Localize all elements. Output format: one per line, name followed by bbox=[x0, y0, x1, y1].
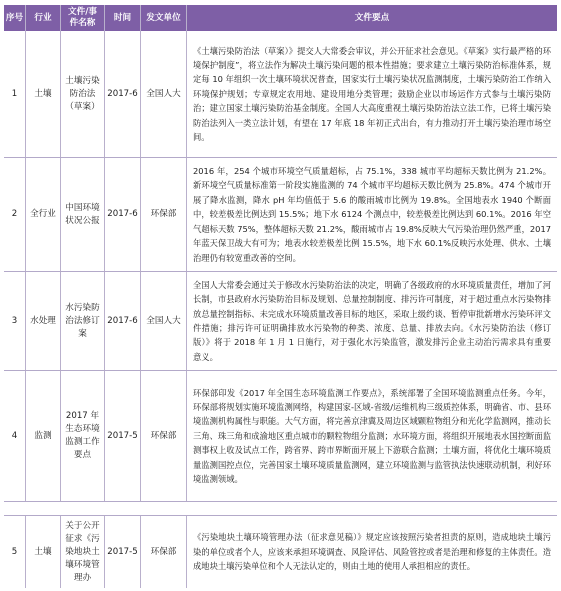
table-row bbox=[4, 515, 557, 588]
row-industry: 土壤 bbox=[26, 516, 61, 588]
row-points: 2016 年，254 个城市环境空气质量超标，占 75.1%，338 城市平均超标天数比例为 21.2%。新环境空气质量标准第一阶段实施监测的 74 个城市平均超标天数比例为 25.8%。474 个城市开展了降水监测，降水 pH 年均值低于 5.6 的酸雨城市比例为 19.8%。全国地表水 1940 个断面中，较差极差比例达到 15.5%；地下水 6124 个测点中，较差极差比例达到 60.1%。2016 年空气超标天数 75%，整体超标天数 21.2%，酸雨城市占 19.8%反映大气污染治理仍然严重，2017 年蓝天保卫战大有可为；地表水较差极差比例 15.5%，地下水 60.1%反映污水处理、供水、土壤治理仍有较宽重改善的空间。 bbox=[193, 166, 551, 263]
table-row bbox=[4, 158, 557, 272]
header-points: 文件要点 bbox=[187, 5, 557, 31]
header-no: 序号 bbox=[4, 5, 26, 31]
row-no: 3 bbox=[4, 272, 26, 370]
header-issuer: 发文单位 bbox=[141, 5, 187, 31]
row-points: 《污染地块土壤环境管理办法（征求意见稿）》规定应该按照污染者担责的原则，造成地块土壤污染的单位或者个人，应该来承担环境调查、风险评估、风险管控或者是治理和修复的主体责任。造成地块土壤污染单位和个人无法认定的，则由土地的使用人承担相应的责任。 bbox=[193, 532, 551, 572]
table-row bbox=[4, 371, 557, 502]
row-time: 2017-6 bbox=[105, 272, 141, 370]
row-industry: 全行业 bbox=[26, 158, 61, 271]
row-file: 土壤污染防治法（草案） bbox=[61, 31, 105, 157]
row-industry: 土壤 bbox=[26, 31, 61, 157]
row-points: 《土壤污染防治法（草案）》提交人大常委会审议，并公开征求社会意见。《草案》实行最严格的环境保护制度”，将立法作为解决土壤污染问题的根本性措施；要求建立土壤污染防治标准体系，规定每 10 年组织一次土壤环境状况普查，国家实行土壤污染状况监测制度，土壤污染防治工作纳入环境保护规划；专章规定农用地、建设用地分类管理；鼓励企业以市场运作方式参与土壤污染防治；建立国家土壤污染防治基金制度。全国人大高度重视土壤污染防治法立法工作，已将土壤污染防治法列入一类立法计划，有望在 17 年底 18 年初正式出台，有力推动打开土壤污染治理市场空间。 bbox=[193, 45, 551, 143]
row-issuer: 环保部 bbox=[141, 158, 187, 271]
row-no: 1 bbox=[4, 31, 26, 157]
row-points: 环保部印发《2017 年全国生态环境监测工作要点》，系统部署了全国环境监测重点任务。今年，环保部将规划实施环境监测网络，构建国家-区域-省级/运维机构三级质控体系，明确省、市、县环境监测机构属性与职能。大气方面，将完善京津冀及周边区域颗粒物组分和光化学监测网，推动长三角、珠三角和成渝地区重点城市的颗粒物组分监测；水环境方面，将组织开展地表水国控断面监测事权上收及试点工作，跨省界、跨市界断面开展上下游联合监测；土壤方面，将优化土壤环境质量监测国控点位，完善国家土壤环境质量监测网，建立环境监测与监管执法快速联动机制，利好环境监测领域。 bbox=[193, 387, 551, 485]
header-file: 文件/事件名称 bbox=[61, 5, 105, 31]
row-issuer: 全国人大 bbox=[141, 31, 187, 157]
row-file: 中国环境状况公报 bbox=[61, 158, 105, 271]
row-points: 全国人大常委会通过关于修改水污染防治法的决定，明确了各级政府的水环境质量责任，增加了河长制，市县政府水污染防治目标及规划、总量控制制度、排污许可制度，对于超过重点水污染物排放总量控制指标、未完成水环境质量改善目标的地区，采取上级约谈、暂停审批新增水污染环评文件措施；排污许可证明确排放水污染物的种类、浓度、总量、排放去向。《水污染防治法（修订版）》将于 2018 年 1 月 1 日施行，对于强化水污染监管，激发排污企业主动治污需求具有重要意义。 bbox=[193, 279, 551, 362]
row-no: 5 bbox=[4, 516, 26, 588]
row-file: 水污染防治法修订案 bbox=[61, 272, 105, 370]
row-time: 2017-5 bbox=[105, 371, 141, 501]
table-header bbox=[4, 5, 557, 31]
row-issuer: 全国人大 bbox=[141, 272, 187, 370]
row-time: 2017-6 bbox=[105, 31, 141, 157]
row-no: 4 bbox=[4, 371, 26, 501]
header-time: 时间 bbox=[105, 5, 141, 31]
row-time: 2017-5 bbox=[105, 516, 141, 588]
row-industry: 水处理 bbox=[26, 272, 61, 370]
row-industry: 监测 bbox=[26, 371, 61, 501]
row-file: 2017 年生态环境监测工作要点 bbox=[61, 371, 105, 501]
row-issuer: 环保部 bbox=[141, 516, 187, 588]
table-row bbox=[4, 272, 557, 371]
header-industry: 行业 bbox=[26, 5, 61, 31]
table-row bbox=[4, 31, 557, 158]
row-no: 2 bbox=[4, 158, 26, 271]
row-issuer: 环保部 bbox=[141, 371, 187, 501]
row-time: 2017-6 bbox=[105, 158, 141, 271]
row-file: 关于公开征求《污染地块土壤环境管理办 bbox=[61, 516, 105, 588]
